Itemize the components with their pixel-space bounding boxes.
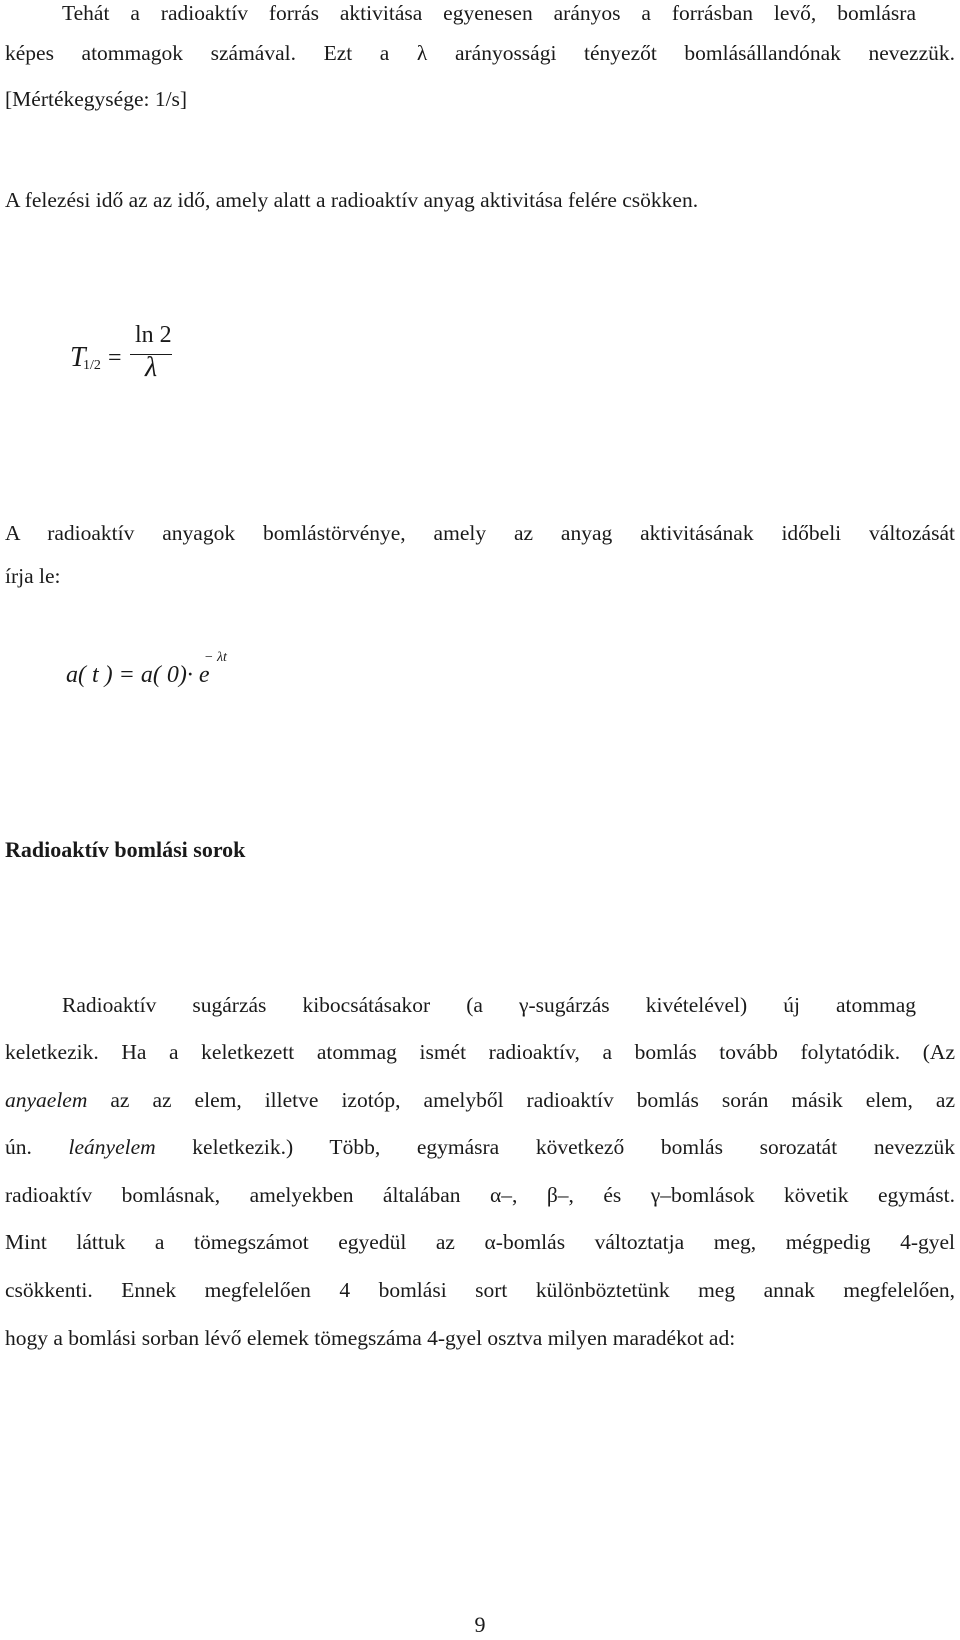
term-anyaelem: anyaelem (5, 1088, 88, 1112)
paragraph-line (5, 1080, 955, 1120)
halflife-formula (70, 322, 190, 410)
section-heading: Radioaktív bomlási sorok (5, 837, 246, 862)
paragraph-line: csökkenti. Ennek megfelelően 4 bomlási sort különböztetünk meg annak megfelelően, (5, 1278, 955, 1302)
formula-decay-exponent: − λt (204, 650, 227, 665)
paragraph-line: Tehát a radioaktív forrás aktivitása egyenesen arányos a forrásban levő, bomlásra (62, 1, 916, 25)
paragraph-line: képes atommagok számával. Ezt a λ arányossági tényezőt bomlásállandónak nevezzük. (5, 41, 955, 65)
paragraph-line: radioaktív bomlásnak, amelyekben általában α–, β–, és γ–bomlások követik egymást. (5, 1183, 955, 1207)
paragraph-line: A radioaktív anyagok bomlástörvénye, amely az anyag aktivitásának időbeli változását (5, 521, 955, 545)
formula-decay-lhs: a( t ) = a( 0)· e (66, 662, 210, 688)
paragraph-text: ún. (5, 1135, 69, 1159)
paragraph-line: [Mértékegysége: 1/s] (5, 87, 188, 111)
formula-subscript: 1/2 (83, 358, 101, 373)
paragraph-line: Radioaktív sugárzás kibocsátásakor (a γ-sugárzás kivételével) új atommag (62, 993, 916, 1017)
paragraph-line (5, 1127, 955, 1167)
paragraph-line: Mint láttuk a tömegszámot egyedül az α-bomlás változtatja meg, mégpedig 4-gyel (5, 1230, 955, 1254)
paragraph-text: keletkezik.) Több, egymásra következő bomlás sorozatát nevezzük (155, 1135, 955, 1159)
formula-equals: = (108, 345, 122, 371)
paragraph-line: A felezési idő az az idő, amely alatt a radioaktív anyag aktivitása felére csökken. (5, 188, 699, 212)
term-leanyelem: leányelem (68, 1135, 156, 1159)
paragraph-line: írja le: (5, 564, 61, 588)
paragraph-line: keletkezik. Ha a keletkezett atommag ismét radioaktív, a bomlás tovább folytatódik. (Az (5, 1040, 955, 1064)
formula-denominator: λ (145, 352, 158, 383)
formula-numerator: ln 2 (135, 322, 172, 348)
page-number: 9 (474, 1612, 486, 1637)
decay-law-formula (66, 650, 266, 700)
paragraph-line: hogy a bomlási sorban lévő elemek tömegszáma 4-gyel osztva milyen maradékot ad: (5, 1326, 736, 1350)
paragraph-text: az az elem, illetve izotóp, amelyből radioaktív bomlás során másik elem, az (87, 1088, 955, 1112)
formula-symbol-T: T (70, 342, 86, 373)
